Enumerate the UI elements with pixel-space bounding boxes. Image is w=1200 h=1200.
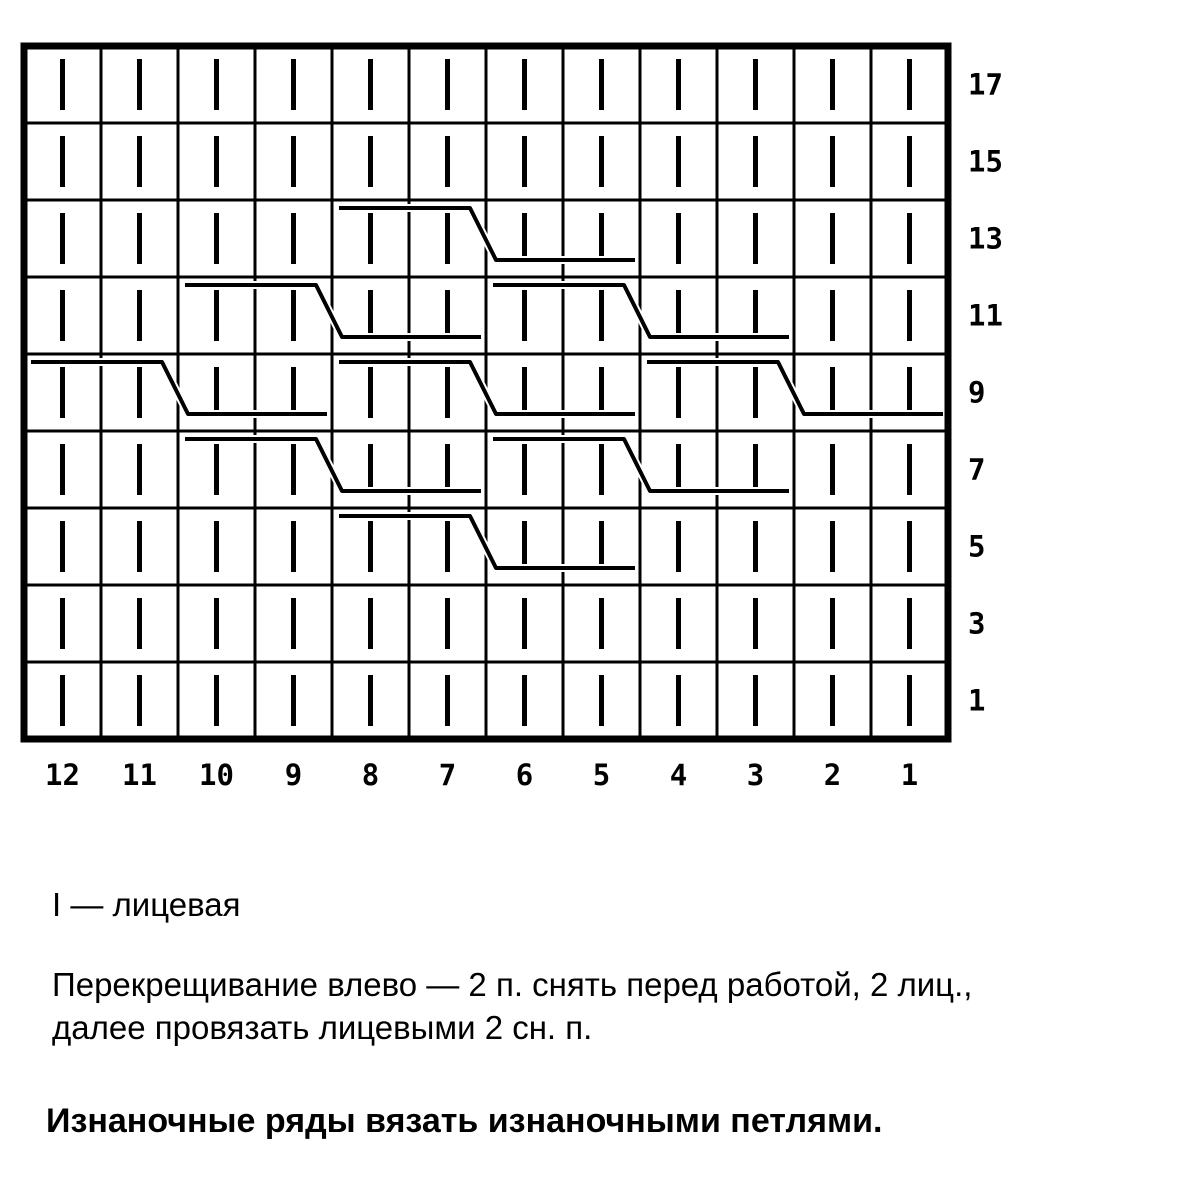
knit-stitch-symbol	[291, 444, 296, 495]
column-number-label: 6	[515, 758, 534, 792]
legend-left-cross	[52, 964, 972, 1050]
knit-stitch-symbol	[214, 213, 219, 264]
knit-stitch-symbol	[753, 521, 758, 572]
knit-stitch-symbol	[907, 598, 912, 649]
knit-stitch-symbol	[599, 444, 604, 495]
knit-stitch-symbol	[599, 675, 604, 726]
row-number-label: 3	[968, 606, 986, 641]
column-number-label: 4	[669, 758, 688, 792]
knit-stitch-symbol	[830, 675, 835, 726]
knit-stitch-symbol	[214, 290, 219, 341]
knit-stitch-symbol	[291, 598, 296, 649]
knit-stitch-symbol	[753, 136, 758, 187]
knit-stitch-symbol	[676, 521, 681, 572]
knit-stitch-symbol	[368, 598, 373, 649]
knit-stitch-symbol	[445, 213, 450, 264]
knit-stitch-symbol	[676, 598, 681, 649]
knit-stitch-symbol	[907, 59, 912, 110]
knit-stitch-symbol	[368, 675, 373, 726]
knit-stitch-symbol	[291, 59, 296, 110]
knit-stitch-symbol	[368, 136, 373, 187]
knit-stitch-symbol	[214, 675, 219, 726]
knit-stitch-symbol	[445, 598, 450, 649]
knit-stitch-symbol	[137, 367, 142, 418]
knit-stitch-symbol	[214, 598, 219, 649]
knit-stitch-symbol	[291, 521, 296, 572]
wrong-side-rows-note: Изнаночные ряды вязать изнаночными петлями.	[46, 1102, 883, 1140]
knit-stitch-symbol	[445, 59, 450, 110]
knit-stitch-symbol	[830, 444, 835, 495]
legend-knit-stitch: I — лицевая	[52, 886, 241, 923]
knit-stitch-symbol	[907, 444, 912, 495]
knit-stitch-symbol	[907, 675, 912, 726]
knit-stitch-symbol	[676, 675, 681, 726]
row-number-label: 5	[968, 529, 986, 564]
knit-stitch-symbol	[137, 290, 142, 341]
knit-stitch-symbol	[291, 675, 296, 726]
knit-stitch-symbol	[753, 367, 758, 418]
knit-stitch-symbol	[60, 598, 65, 649]
knit-stitch-symbol	[830, 290, 835, 341]
column-number-label: 3	[746, 758, 765, 792]
knit-stitch-symbol	[753, 59, 758, 110]
column-number-label: 8	[361, 758, 380, 792]
knit-stitch-symbol	[445, 675, 450, 726]
knit-stitch-symbol	[907, 136, 912, 187]
knit-stitch-symbol	[214, 444, 219, 495]
column-number-label: 11	[122, 758, 157, 792]
knit-stitch-symbol	[291, 290, 296, 341]
column-number-label: 10	[199, 758, 234, 792]
row-number-label: 15	[968, 144, 1003, 179]
knit-stitch-symbol	[830, 213, 835, 264]
knit-stitch-symbol	[60, 136, 65, 187]
knit-stitch-symbol	[599, 59, 604, 110]
knit-stitch-symbol	[60, 290, 65, 341]
knit-stitch-symbol	[214, 59, 219, 110]
row-number-label: 13	[968, 221, 1003, 256]
knit-stitch-symbol	[137, 136, 142, 187]
knit-stitch-symbol	[137, 521, 142, 572]
knit-stitch-symbol	[522, 59, 527, 110]
row-number-label: 17	[968, 67, 1003, 102]
knit-stitch-symbol	[599, 290, 604, 341]
knit-stitch-symbol	[60, 59, 65, 110]
column-number-label: 12	[45, 758, 80, 792]
knit-stitch-symbol	[137, 444, 142, 495]
knit-stitch-symbol	[676, 367, 681, 418]
knit-stitch-symbol	[522, 136, 527, 187]
knit-stitch-symbol	[368, 213, 373, 264]
knit-stitch-symbol	[753, 675, 758, 726]
knit-stitch-symbol	[60, 367, 65, 418]
column-number-label: 9	[284, 758, 303, 792]
knit-stitch-symbol	[368, 367, 373, 418]
knit-stitch-symbol	[60, 675, 65, 726]
knit-stitch-symbol	[137, 213, 142, 264]
knit-stitch-symbol	[60, 521, 65, 572]
row-number-label: 1	[968, 683, 986, 718]
column-number-label: 1	[900, 758, 919, 792]
column-number-label: 5	[592, 758, 611, 792]
knit-stitch-symbol	[753, 213, 758, 264]
row-number-label: 7	[968, 452, 986, 487]
knit-stitch-symbol	[907, 290, 912, 341]
knit-stitch-symbol	[830, 136, 835, 187]
knit-stitch-symbol	[522, 598, 527, 649]
knit-stitch-symbol	[60, 213, 65, 264]
knit-stitch-symbol	[445, 136, 450, 187]
knit-stitch-symbol	[137, 598, 142, 649]
knit-stitch-symbol	[214, 136, 219, 187]
knit-stitch-symbol	[368, 59, 373, 110]
knit-stitch-symbol	[214, 521, 219, 572]
knit-stitch-symbol	[907, 213, 912, 264]
knit-stitch-symbol	[368, 521, 373, 572]
knit-stitch-symbol	[291, 136, 296, 187]
knit-stitch-symbol	[676, 59, 681, 110]
knit-stitch-symbol	[907, 521, 912, 572]
knit-stitch-symbol	[60, 444, 65, 495]
knit-stitch-symbol	[445, 367, 450, 418]
knit-stitch-symbol	[599, 598, 604, 649]
knit-stitch-symbol	[137, 59, 142, 110]
knit-stitch-symbol	[291, 213, 296, 264]
knit-stitch-symbol	[753, 598, 758, 649]
knit-stitch-symbol	[522, 675, 527, 726]
knit-stitch-symbol	[830, 59, 835, 110]
legend-cross-line-2: далее провязать лицевыми 2 сн. п.	[52, 1008, 593, 1046]
knit-stitch-symbol	[830, 598, 835, 649]
knit-stitch-symbol	[676, 213, 681, 264]
legend-cross-line-1: Перекрещивание влево — 2 п. снять перед работой, 2 лиц.,	[52, 966, 973, 1003]
column-number-label: 2	[823, 758, 842, 792]
knit-stitch-symbol	[445, 521, 450, 572]
knit-stitch-symbol	[137, 675, 142, 726]
knit-stitch-symbol	[599, 136, 604, 187]
column-number-label: 7	[438, 758, 457, 792]
row-number-label: 9	[968, 375, 986, 410]
knit-stitch-symbol	[522, 290, 527, 341]
knit-stitch-symbol	[830, 521, 835, 572]
knit-stitch-symbol	[676, 136, 681, 187]
knit-stitch-symbol	[522, 444, 527, 495]
row-number-label: 11	[968, 298, 1003, 333]
